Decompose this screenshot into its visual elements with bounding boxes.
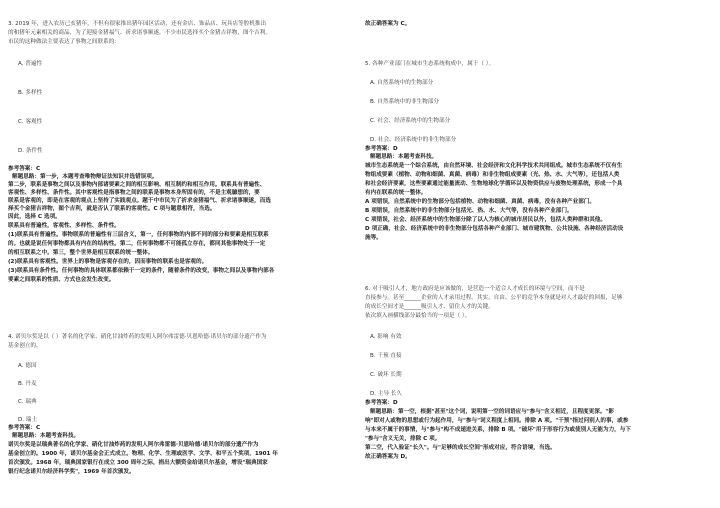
q4-analysis-line: 诺贝尔奖是以瑞典著名的化学家、硝化甘油炸药的发明人阿尔弗雷德·贝恩哈德·诺贝尔的部分遗产作为: [8, 442, 259, 448]
q3-stem-line: 市民的这种做法主要表达了事物之间联系的：: [8, 39, 120, 45]
q3-option-a[interactable]: A. 普遍性: [18, 61, 43, 67]
q5-analysis-line: 和社会经济要素，这些要素通过能量流动、生物地球化学循环以及物资供应与废物处理系统，形成一个具: [365, 181, 623, 187]
q5-analysis-line: C 项错误，社会、经济系统中的生物部分除了以人为核心的城市居民以外，包括人类种群和其他。: [365, 217, 606, 223]
q3-answer: 参考答案：C: [8, 166, 41, 172]
q4-answer: 参考答案：C: [8, 425, 41, 431]
q3-analysis-line: (3)联系具有条件性。任何事物的具体联系都依赖于一定的条件，随着条件的改变，事物之间以及事物内部各: [8, 268, 275, 274]
q5-option-b[interactable]: B. 自然系统中的非生物部分: [370, 99, 439, 105]
q3-analysis-line: 客观性、多样性、条件性。其中客观性是指事物之间的联系是事物本身所固有的，不是主观臆想的，要: [8, 190, 260, 196]
q3-analysis-line: 联系是客观的，即是在客观的观点上坚持了实践观点。题干中市民为了祈求金猪福气、祈求诸事顺遂，而选: [8, 198, 271, 204]
q6-answer: 参考答案：D: [365, 400, 398, 406]
q5-answer: 参考答案：D: [365, 146, 398, 152]
q6-stem-line: 依次填入画横线部分最恰当的一项是（ ）。: [365, 313, 471, 319]
q3-stem-line: 3. 2019 年，进入农历已亥猪年，不但有很家推出猪年园区活动，还有金店、饰品店、玩具店等腔机推出: [8, 21, 267, 27]
q3-analysis-line: 第二步，联系是事物之间以及事物内部诸要素之间的相互影响、相互制约和相互作用。联系具有普遍性、: [8, 182, 266, 188]
q3-analysis-line: 择买个金猪吉祥物，图个吉利，就是否认了联系的客观性。C 项与题意相符，当选。: [8, 206, 216, 212]
q4-option-d[interactable]: D. 瑞士: [18, 417, 38, 423]
q6-option-c[interactable]: C. 破坏 长期: [370, 372, 402, 378]
q5-analysis-line: 有内在联系的统一整体。: [365, 190, 427, 196]
q3-analysis-title: 解题思路：第一步，本题考查唯物辩证法知识并选错误项。: [12, 174, 158, 180]
q3-analysis-line: 联系具有普遍性，客观性、多样性、条件性。: [8, 223, 120, 229]
q6-analysis-line: 第二空，代入验证"长久"。与"足够的成长空间"形成对应，符合语境，当选。: [365, 445, 556, 451]
q4-option-c[interactable]: C. 瑞典: [18, 399, 37, 405]
q3-analysis-line: (1)联系具有普遍性。事物联系的普遍性有三层含义，第一，任何事物的内部不同的部分和要素是相互联系: [8, 232, 269, 238]
q4-stem-line: 4. 诺贝尔奖是以（ ）著名的化学家、硝化甘油炸药的发明人阿尔弗雷德·贝恩哈德·诺贝尔的部分遗产作为: [8, 334, 267, 340]
q6-stem-line: 直接参与。甚至______企业的人才录用过程。其实，自由、公平的竞争本身就是对人才最好的回报，足够: [365, 295, 623, 301]
q6-option-a[interactable]: A. 影响 有效: [370, 334, 402, 340]
q5-option-d[interactable]: D. 社会、经济系统中的非生物部分: [370, 137, 457, 143]
q4-analysis-title: 解题思路：本题考查科技。: [12, 433, 80, 439]
q3-option-b[interactable]: B. 多样性: [18, 90, 43, 96]
q5-analysis-line: A 项错误，自然系统中的生物部分包括植物、动物和细菌、真菌、病毒，没有各种产业部门。: [365, 199, 596, 205]
q5-analysis-line: D 项正确，社会、经济系统中的非生物部分包括各种产业部门、城市建筑物、公共设施、各种经济活动设: [365, 226, 624, 232]
q4-analysis-line: 基金创立的。1900 年，诺贝尔基金会正式成立。物理、化学、生理或医学、文学、和平五个奖项，1901 年: [8, 451, 278, 457]
prev-question-answer: 故正确答案为 C。: [365, 21, 411, 27]
q6-option-d[interactable]: D. 主导 长久: [370, 391, 403, 397]
q3-analysis-line: (2)联系具有客观性。世界上的事物是客观存在的，因而事物的联系也是客观的。: [8, 259, 208, 265]
q6-option-b[interactable]: B. 干预 直接: [370, 353, 402, 359]
q3-option-d[interactable]: D. 条件性: [18, 148, 43, 154]
q5-option-a[interactable]: A. 自然系统中的生物部分: [370, 80, 434, 86]
q5-option-c[interactable]: C. 社会、经济系统中的生物部分: [370, 118, 451, 124]
q6-analysis-line: 响"即对人或物的思想或行为起作用，与"参与"词义程度上相同。排除 A 项。"干预"指过问别人的事，或参: [365, 418, 629, 424]
q6-analysis-line: 与本来不属于的事情，与"参与"构不成递进关系，排除 B 项。"破坏"用于形容行为或使别人无能为力，与下: [365, 427, 631, 433]
q5-stem: 5. 各种产业部门在城市生态系统构成中，属于（ ）。: [365, 61, 495, 67]
q4-option-b[interactable]: B. 丹麦: [18, 381, 37, 387]
q6-analysis-line: 解题思路：第一空，根据"甚至"这个词，说明第一空的词语应与"参与"含义相近，且程度更深。"影: [370, 409, 614, 415]
q5-analysis-line: B 项错误，自然系统中的非生物部分包括光、热、水、大气等，没有各种产业部门。: [365, 208, 573, 214]
q3-analysis-line: 的。也就是说任何事物都具有内在的结构性。第二，任何事物都不可能孤立存在，都同其他事物处于一定: [8, 241, 266, 247]
q4-stem-line: 基金创立的。: [8, 343, 42, 349]
q3-stem-line: 的和猪年元素相关的商品，为了迎接金猪福气、祈求诸事顺遂，不少市民选择买个金猪吉祥物，图个吉利。: [8, 30, 271, 36]
q4-analysis-line: 首次颁发。1968 年，瑞典国家银行在成立 300 周年之际，捐出大额资金给诺贝尔基金，增设"瑞典国家: [8, 460, 268, 466]
q5-analysis-line: 城市生态系统是一个综合系统，由自然环境、社会经济和文化科学技术共同组成。城市生态系统不仅有生: [365, 163, 623, 169]
q3-analysis-line: 要素之间联系的性质、方式也会发生改变。: [8, 277, 115, 283]
q5-analysis-line: 施等。: [365, 235, 382, 241]
q6-analysis-line: 故正确答案为 D。: [365, 454, 411, 460]
q6-stem-line: 6. 对于吸引人才，地方政府是应该做的，是营造一个适合人才成长的环境与空间，而不是: [365, 286, 585, 292]
q5-analysis-title: 解题思路：本题考查科技。: [370, 154, 438, 160]
q3-analysis-line: 因此，选择 C 选项。: [8, 214, 61, 220]
q4-option-a[interactable]: A. 德国: [18, 363, 37, 369]
q6-stem-line: 的成长空间才是______吸引人才、留住人才的关键。: [365, 304, 494, 310]
q3-analysis-line: 的相互联系之中。第三，整个世界是相互联系的统一整体。: [8, 250, 154, 256]
q4-analysis-line: 银行纪念诺贝尔经济科学奖"，1969 年首次颁发。: [8, 469, 135, 475]
q3-option-c[interactable]: C. 客观性: [18, 119, 43, 125]
q5-analysis-line: 物组成要素（植物、动物和细菌、真菌、病毒）和非生物组成要素（光、热、水、大气等），还包括人类: [365, 172, 620, 178]
q6-analysis-line: "参与"含义无关，排除 C 项。: [365, 436, 441, 442]
